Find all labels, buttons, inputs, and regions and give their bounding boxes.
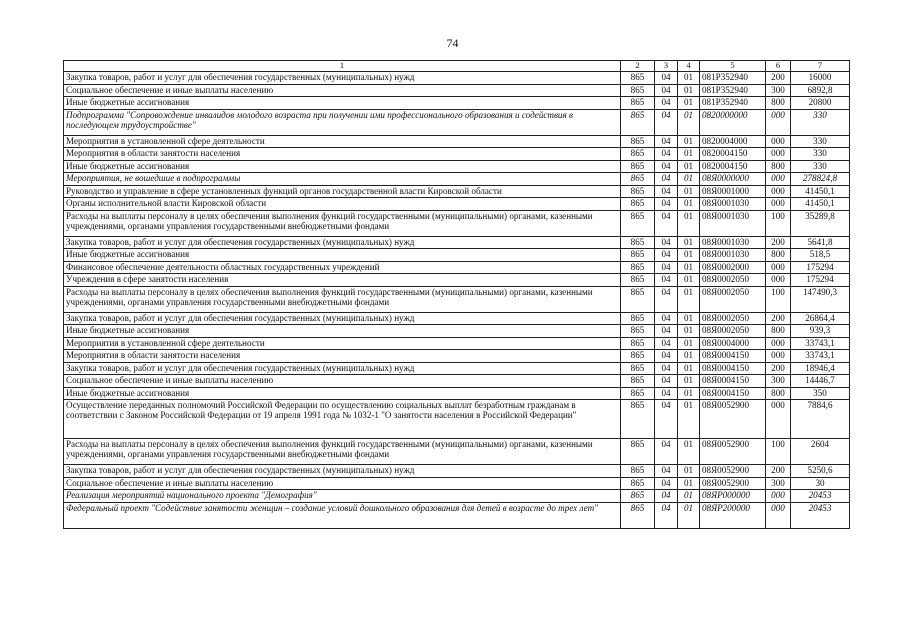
row-name: Расходы на выплаты персоналу в целях обеспечения выполнения функций государственными (муниципальными) органами, казенными учреждениями, органами управления государственными внебюджетными фондами [64, 286, 621, 312]
table-row [64, 148, 850, 161]
row-section: 04 [655, 337, 678, 350]
row-section: 04 [655, 249, 678, 262]
row-subsection: 01 [678, 109, 700, 135]
row-target-article: 08ЯР200000 [700, 502, 766, 528]
table-row [64, 236, 850, 249]
table-row [64, 312, 850, 325]
row-expense-type: 000 [766, 261, 791, 274]
row-amount: 175294 [791, 274, 850, 287]
row-target-article: 08Я0052900 [700, 477, 766, 490]
row-ministry-code: 865 [621, 97, 655, 110]
row-ministry-code: 865 [621, 477, 655, 490]
row-amount: 330 [791, 160, 850, 173]
table-row [64, 210, 850, 236]
row-target-article: 081Р352940 [700, 97, 766, 110]
table-row [64, 261, 850, 274]
row-name: Мероприятия в области занятости населения [64, 148, 621, 161]
row-name: Закупка товаров, работ и услуг для обеспечения государственных (муниципальных) нужд [64, 72, 621, 85]
row-subsection: 01 [678, 185, 700, 198]
header-col-7: 7 [791, 61, 850, 72]
row-ministry-code: 865 [621, 465, 655, 478]
row-section: 04 [655, 148, 678, 161]
row-subsection: 01 [678, 439, 700, 465]
row-amount: 6892,8 [791, 84, 850, 97]
row-section: 04 [655, 286, 678, 312]
row-amount: 5250,6 [791, 465, 850, 478]
header-col-4: 4 [678, 61, 700, 72]
row-subsection: 01 [678, 160, 700, 173]
row-section: 04 [655, 198, 678, 211]
row-target-article: 08Я0004150 [700, 387, 766, 400]
row-subsection: 01 [678, 72, 700, 85]
row-amount: 518,5 [791, 249, 850, 262]
row-target-article: 08Я0001030 [700, 249, 766, 262]
table-row [64, 97, 850, 110]
row-target-article: 08Я0001030 [700, 236, 766, 249]
row-ministry-code: 865 [621, 198, 655, 211]
row-section: 04 [655, 160, 678, 173]
row-expense-type: 100 [766, 210, 791, 236]
row-amount: 20453 [791, 502, 850, 528]
row-target-article: 08Я0001030 [700, 210, 766, 236]
row-name: Мероприятия в установленной сфере деятельности [64, 135, 621, 148]
row-name: Закупка товаров, работ и услуг для обеспечения государственных (муниципальных) нужд [64, 362, 621, 375]
row-ministry-code: 865 [621, 325, 655, 338]
row-amount: 30 [791, 477, 850, 490]
row-name: Социальное обеспечение и иные выплаты населению [64, 375, 621, 388]
row-expense-type: 000 [766, 185, 791, 198]
table-row [64, 350, 850, 363]
row-expense-type: 000 [766, 400, 791, 439]
row-target-article: 08Я0052900 [700, 400, 766, 439]
table-row [64, 109, 850, 135]
row-expense-type: 200 [766, 236, 791, 249]
row-ministry-code: 865 [621, 109, 655, 135]
row-section: 04 [655, 236, 678, 249]
row-section: 04 [655, 210, 678, 236]
row-ministry-code: 865 [621, 400, 655, 439]
row-ministry-code: 865 [621, 337, 655, 350]
header-col-5: 5 [700, 61, 766, 72]
table-row [64, 84, 850, 97]
row-name: Иные бюджетные ассигнования [64, 97, 621, 110]
row-target-article: 08Я0004150 [700, 375, 766, 388]
row-ministry-code: 865 [621, 439, 655, 465]
row-subsection: 01 [678, 135, 700, 148]
row-section: 04 [655, 400, 678, 439]
table-row [64, 249, 850, 262]
table-row [64, 337, 850, 350]
row-name: Закупка товаров, работ и услуг для обеспечения государственных (муниципальных) нужд [64, 312, 621, 325]
row-expense-type: 000 [766, 109, 791, 135]
table-row [64, 160, 850, 173]
row-ministry-code: 865 [621, 375, 655, 388]
row-name: Социальное обеспечение и иные выплаты населению [64, 84, 621, 97]
row-subsection: 01 [678, 97, 700, 110]
table-row [64, 274, 850, 287]
row-amount: 175294 [791, 261, 850, 274]
row-amount: 278824,8 [791, 173, 850, 186]
row-expense-type: 100 [766, 439, 791, 465]
row-subsection: 01 [678, 148, 700, 161]
row-subsection: 01 [678, 375, 700, 388]
row-amount: 41450,1 [791, 185, 850, 198]
table-row [64, 198, 850, 211]
row-ministry-code: 865 [621, 261, 655, 274]
row-section: 04 [655, 173, 678, 186]
row-ministry-code: 865 [621, 72, 655, 85]
row-name: Мероприятия в области занятости населения [64, 350, 621, 363]
row-target-article: 08Я0004150 [700, 350, 766, 363]
row-ministry-code: 865 [621, 312, 655, 325]
row-expense-type: 100 [766, 286, 791, 312]
row-expense-type: 000 [766, 198, 791, 211]
header-col-3: 3 [655, 61, 678, 72]
row-ministry-code: 865 [621, 84, 655, 97]
table-row [64, 325, 850, 338]
row-target-article: 08Я0001030 [700, 198, 766, 211]
row-subsection: 01 [678, 261, 700, 274]
row-amount: 350 [791, 387, 850, 400]
row-target-article: 08Я0000000 [700, 173, 766, 186]
row-expense-type: 800 [766, 387, 791, 400]
row-target-article: 08Я0004000 [700, 337, 766, 350]
row-section: 04 [655, 109, 678, 135]
row-ministry-code: 865 [621, 490, 655, 503]
row-name: Осуществление переданных полномочий Российской Федерации по осуществлению социальных выплат безработным гражданам в соответствии с Законом Российской Федерации от 19 апреля 1991 года № 1032-1 "О занятости населения в Российской Федерации" [64, 400, 621, 439]
row-name: Расходы на выплаты персоналу в целях обеспечения выполнения функций государственными (муниципальными) органами, казенными учреждениями, органами управления государственными внебюджетными фондами [64, 210, 621, 236]
table-row [64, 135, 850, 148]
row-expense-type: 200 [766, 465, 791, 478]
row-expense-type: 000 [766, 173, 791, 186]
row-target-article: 08Я0002050 [700, 312, 766, 325]
row-amount: 7884,6 [791, 400, 850, 439]
row-ministry-code: 865 [621, 148, 655, 161]
row-expense-type: 000 [766, 502, 791, 528]
row-ministry-code: 865 [621, 173, 655, 186]
row-name: Органы исполнительной власти Кировской области [64, 198, 621, 211]
table-row [64, 72, 850, 85]
row-section: 04 [655, 477, 678, 490]
table-row [64, 185, 850, 198]
row-subsection: 01 [678, 198, 700, 211]
row-subsection: 01 [678, 236, 700, 249]
row-target-article: 08Я0002050 [700, 274, 766, 287]
row-name: Мероприятия, не вошедшие в подпрограммы [64, 173, 621, 186]
row-section: 04 [655, 261, 678, 274]
row-section: 04 [655, 274, 678, 287]
row-subsection: 01 [678, 387, 700, 400]
row-ministry-code: 865 [621, 286, 655, 312]
row-expense-type: 200 [766, 312, 791, 325]
row-subsection: 01 [678, 477, 700, 490]
row-subsection: 01 [678, 465, 700, 478]
row-subsection: 01 [678, 337, 700, 350]
row-target-article: 0820004150 [700, 160, 766, 173]
row-target-article: 0820000000 [700, 109, 766, 135]
row-ministry-code: 865 [621, 362, 655, 375]
row-expense-type: 000 [766, 337, 791, 350]
row-section: 04 [655, 312, 678, 325]
row-subsection: 01 [678, 502, 700, 528]
row-name: Закупка товаров, работ и услуг для обеспечения государственных (муниципальных) нужд [64, 465, 621, 478]
row-subsection: 01 [678, 350, 700, 363]
row-amount: 147490,3 [791, 286, 850, 312]
table-row [64, 173, 850, 186]
row-name: Иные бюджетные ассигнования [64, 325, 621, 338]
row-subsection: 01 [678, 490, 700, 503]
row-expense-type: 800 [766, 97, 791, 110]
table-header-row [64, 61, 850, 72]
row-name: Финансовое обеспечение деятельности областных государственных учреждений [64, 261, 621, 274]
row-ministry-code: 865 [621, 210, 655, 236]
row-name: Расходы на выплаты персоналу в целях обеспечения выполнения функций государственными (муниципальными) органами, казенными учреждениями, органами управления государственными внебюджетными фондами [64, 439, 621, 465]
row-target-article: 08Я0004150 [700, 362, 766, 375]
row-section: 04 [655, 387, 678, 400]
row-expense-type: 000 [766, 490, 791, 503]
row-section: 04 [655, 439, 678, 465]
row-section: 04 [655, 502, 678, 528]
row-section: 04 [655, 490, 678, 503]
row-target-article: 08Я0002050 [700, 325, 766, 338]
row-amount: 14446,7 [791, 375, 850, 388]
row-ministry-code: 865 [621, 249, 655, 262]
row-name: Иные бюджетные ассигнования [64, 387, 621, 400]
row-expense-type: 200 [766, 72, 791, 85]
row-target-article: 08Я0052900 [700, 465, 766, 478]
row-subsection: 01 [678, 325, 700, 338]
row-expense-type: 000 [766, 274, 791, 287]
row-subsection: 01 [678, 210, 700, 236]
row-ministry-code: 865 [621, 236, 655, 249]
table-row [64, 400, 850, 439]
row-target-article: 081Р352940 [700, 84, 766, 97]
table-row [64, 375, 850, 388]
row-amount: 330 [791, 109, 850, 135]
row-amount: 33743,1 [791, 337, 850, 350]
row-target-article: 08Я0052900 [700, 439, 766, 465]
row-section: 04 [655, 135, 678, 148]
row-expense-type: 300 [766, 375, 791, 388]
table-row [64, 439, 850, 465]
row-amount: 41450,1 [791, 198, 850, 211]
header-col-6: 6 [766, 61, 791, 72]
row-target-article: 0820004150 [700, 148, 766, 161]
row-name: Иные бюджетные ассигнования [64, 249, 621, 262]
row-name: Иные бюджетные ассигнования [64, 160, 621, 173]
header-col-2: 2 [621, 61, 655, 72]
row-target-article: 08Я0002050 [700, 286, 766, 312]
row-subsection: 01 [678, 400, 700, 439]
row-amount: 20453 [791, 490, 850, 503]
row-name: Федеральный проект "Содействие занятости женщин – создание условий дошкольного образования для детей в возрасте до трех лет" [64, 502, 621, 528]
row-ministry-code: 865 [621, 502, 655, 528]
row-amount: 330 [791, 148, 850, 161]
row-name: Мероприятия в установленной сфере деятельности [64, 337, 621, 350]
row-name: Реализация мероприятий национального проекта "Демография" [64, 490, 621, 503]
table-row [64, 286, 850, 312]
table-body [64, 72, 850, 529]
row-ministry-code: 865 [621, 274, 655, 287]
row-expense-type: 800 [766, 160, 791, 173]
row-subsection: 01 [678, 173, 700, 186]
table-row [64, 465, 850, 478]
row-name: Закупка товаров, работ и услуг для обеспечения государственных (муниципальных) нужд [64, 236, 621, 249]
row-expense-type: 300 [766, 84, 791, 97]
row-ministry-code: 865 [621, 185, 655, 198]
row-name: Социальное обеспечение и иные выплаты населению [64, 477, 621, 490]
row-target-article: 0820004000 [700, 135, 766, 148]
row-amount: 26864,4 [791, 312, 850, 325]
row-amount: 35289,8 [791, 210, 850, 236]
row-section: 04 [655, 97, 678, 110]
row-section: 04 [655, 465, 678, 478]
row-amount: 939,3 [791, 325, 850, 338]
row-ministry-code: 865 [621, 387, 655, 400]
header-col-1: 1 [64, 61, 621, 72]
row-section: 04 [655, 84, 678, 97]
row-amount: 16000 [791, 72, 850, 85]
row-name: Подпрограмма "Сопровождение инвалидов молодого возраста при получении ими профессионального образования и содействия в последующем трудоустройстве" [64, 109, 621, 135]
row-subsection: 01 [678, 362, 700, 375]
row-expense-type: 800 [766, 249, 791, 262]
row-expense-type: 000 [766, 350, 791, 363]
row-subsection: 01 [678, 274, 700, 287]
row-subsection: 01 [678, 249, 700, 262]
row-expense-type: 300 [766, 477, 791, 490]
row-amount: 2604 [791, 439, 850, 465]
row-amount: 5641,8 [791, 236, 850, 249]
row-ministry-code: 865 [621, 350, 655, 363]
row-target-article: 08Я0001000 [700, 185, 766, 198]
row-amount: 20800 [791, 97, 850, 110]
row-expense-type: 800 [766, 325, 791, 338]
row-subsection: 01 [678, 312, 700, 325]
row-section: 04 [655, 185, 678, 198]
row-section: 04 [655, 72, 678, 85]
row-name: Учреждения в сфере занятости населения [64, 274, 621, 287]
budget-table [63, 60, 850, 529]
row-name: Руководство и управление в сфере установленных функций органов государственной власти Кировской области [64, 185, 621, 198]
row-target-article: 08ЯР000000 [700, 490, 766, 503]
row-section: 04 [655, 325, 678, 338]
table-row [64, 502, 850, 528]
row-expense-type: 000 [766, 135, 791, 148]
row-amount: 18946,4 [791, 362, 850, 375]
row-ministry-code: 865 [621, 160, 655, 173]
row-amount: 330 [791, 135, 850, 148]
row-subsection: 01 [678, 286, 700, 312]
table-row [64, 490, 850, 503]
table-row [64, 362, 850, 375]
row-subsection: 01 [678, 84, 700, 97]
row-expense-type: 000 [766, 148, 791, 161]
row-section: 04 [655, 350, 678, 363]
row-expense-type: 200 [766, 362, 791, 375]
row-ministry-code: 865 [621, 135, 655, 148]
row-target-article: 081Р352940 [700, 72, 766, 85]
row-section: 04 [655, 362, 678, 375]
row-section: 04 [655, 375, 678, 388]
table-row [64, 477, 850, 490]
table-row [64, 387, 850, 400]
row-amount: 33743,1 [791, 350, 850, 363]
row-target-article: 08Я0002000 [700, 261, 766, 274]
page-number: 74 [446, 36, 459, 50]
